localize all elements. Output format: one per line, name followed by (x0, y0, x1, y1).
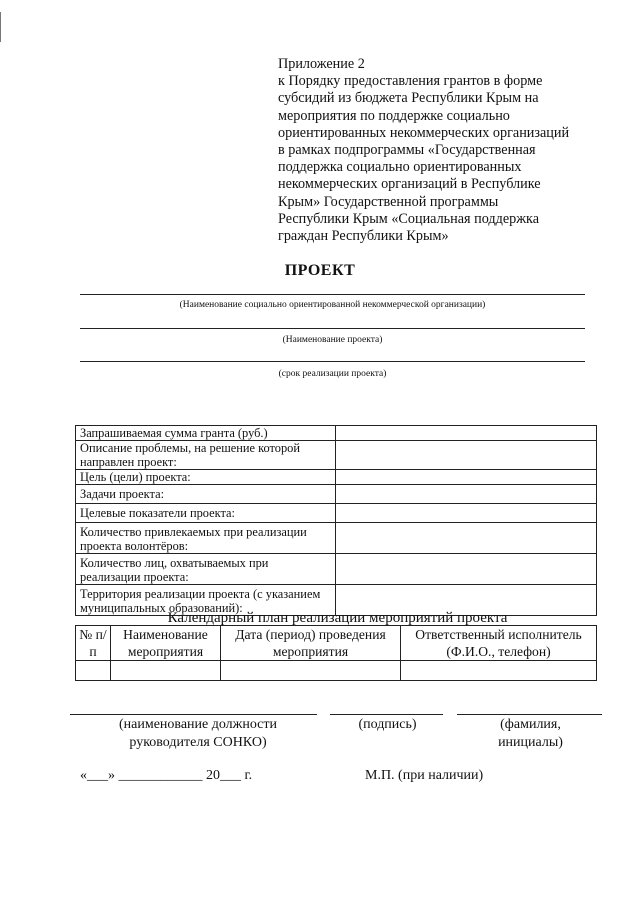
col-header-number: № п/п (76, 626, 111, 661)
row-label: Запрашиваемая сумма гранта (руб.) (76, 426, 336, 441)
table-row (76, 523, 597, 554)
scan-edge-mark (0, 12, 1, 42)
table-header-row (76, 626, 597, 661)
table-row (76, 554, 597, 585)
col-header-responsible: Ответственный исполнитель (Ф.И.О., телефон) (401, 626, 597, 661)
table-row (76, 661, 597, 681)
table-cell (401, 661, 597, 681)
row-value (336, 441, 597, 470)
row-value (336, 504, 597, 523)
stamp-label: М.П. (при наличии) (365, 768, 484, 783)
signature-label: (подпись) (358, 717, 417, 732)
row-label: Описание проблемы, на решение которой направлен проект: (76, 441, 336, 470)
appendix-line: ориентированных некоммерческих организаций (278, 124, 570, 141)
table-cell (111, 661, 221, 681)
appendix-line: граждан Республики Крым» (278, 228, 449, 245)
appendix-line: Республики Крым «Социальная поддержка (278, 210, 539, 227)
row-value (336, 470, 597, 485)
col-header-date: Дата (период) проведения мероприятия (221, 626, 401, 661)
appendix-line: поддержка социально ориентированных (278, 159, 522, 176)
signature-line (330, 714, 443, 715)
project-name-caption: (Наименование проекта) (282, 335, 383, 345)
date-line: «___» ____________ 20___ г. (80, 768, 253, 783)
name-signature-line (457, 714, 602, 715)
row-label: Территория реализации проекта (с указанием муниципальных образований): (76, 585, 336, 616)
table-row (76, 504, 597, 523)
organization-caption: (Наименование социально ориентированной некоммерческой организации) (179, 300, 486, 310)
calendar-plan-table (75, 625, 597, 681)
organization-line (80, 294, 585, 295)
row-label: Целевые показатели проекта: (76, 504, 336, 523)
appendix-line: в рамках подпрограммы «Государственная (278, 142, 536, 159)
appendix-line: к Порядку предоставления грантов в форме (278, 73, 543, 90)
table-row (76, 426, 597, 441)
row-label: Цель (цели) проекта: (76, 470, 336, 485)
table-cell (76, 661, 111, 681)
name-label: (фамилия, инициалы) (498, 717, 563, 750)
appendix-line: некоммерческих организаций в Республике (278, 176, 541, 193)
row-label: Количество лиц, охватываемых при реализации проекта: (76, 554, 336, 585)
position-label: (наименование должности руководителя СОНКО) (118, 717, 278, 750)
project-name-line (80, 328, 585, 329)
appendix-line: Приложение 2 (278, 56, 365, 72)
table-row (76, 485, 597, 504)
project-title: ПРОЕКТ (284, 262, 356, 279)
row-value (336, 485, 597, 504)
term-caption: (срок реализации проекта) (278, 369, 387, 379)
appendix-line: Крым» Государственной программы (278, 193, 499, 210)
appendix-line: мероприятия по поддержке социально (278, 107, 510, 124)
row-label: Задачи проекта: (76, 485, 336, 504)
col-header-event: Наименование мероприятия (111, 626, 221, 661)
row-label: Количество привлекаемых при реализации проекта волонтёров: (76, 523, 336, 554)
row-value (336, 426, 597, 441)
row-value (336, 554, 597, 585)
appendix-line: субсидий из бюджета Республики Крым на (278, 90, 539, 107)
plan-title: Календарный план реализации мероприятий проекта (167, 610, 508, 626)
table-cell (221, 661, 401, 681)
position-signature-line (70, 714, 317, 715)
row-value (336, 523, 597, 554)
project-info-table (75, 425, 597, 616)
table-row (76, 470, 597, 485)
table-row (76, 441, 597, 470)
term-line (80, 361, 585, 362)
appendix-header (278, 56, 608, 245)
